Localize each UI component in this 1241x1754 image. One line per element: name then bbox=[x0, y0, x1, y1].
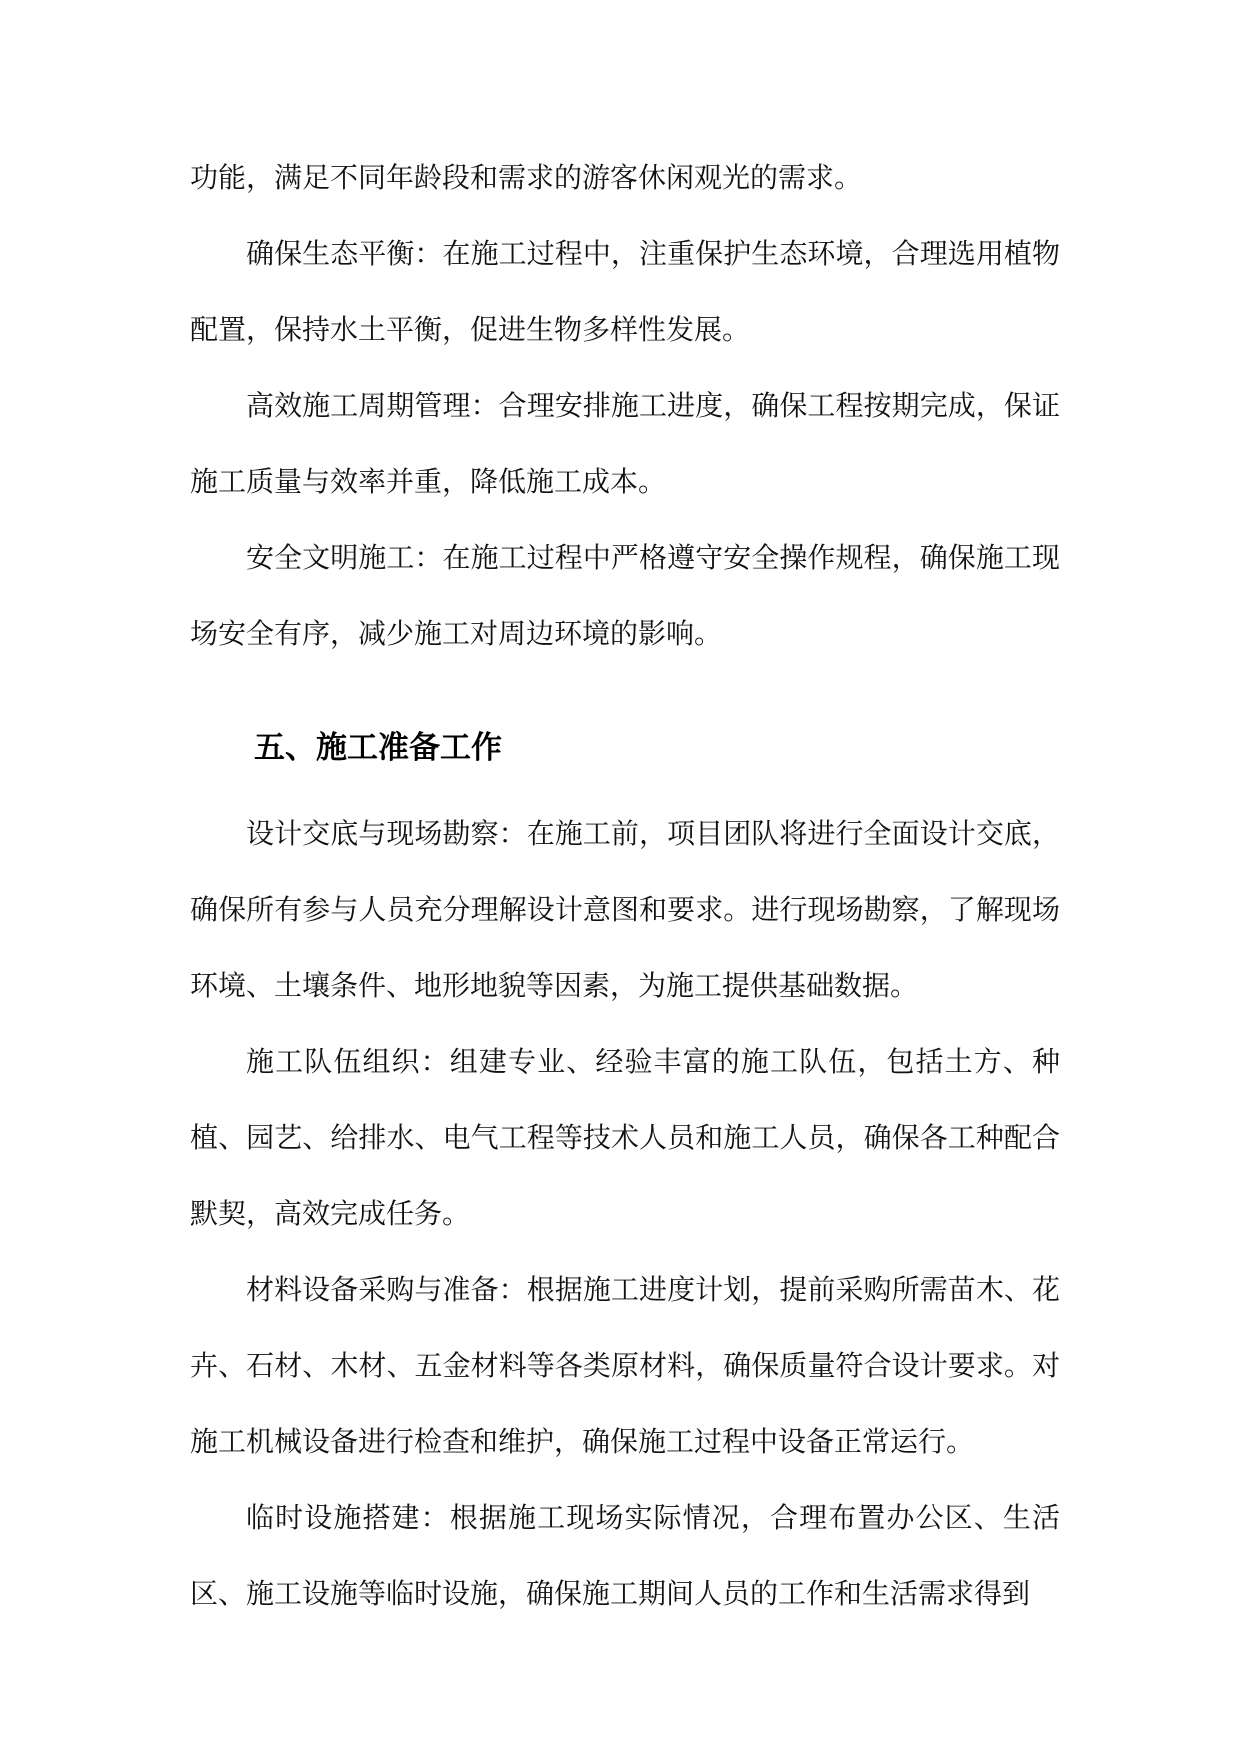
paragraph-schedule-management: 高效施工周期管理：合理安排施工进度，确保工程按期完成，保证施工质量与效率并重，降低施工成本。 bbox=[190, 389, 1060, 498]
paragraph-team-organization: 施工队伍组织：组建专业、经验丰富的施工队伍，包括土方、种植、园艺、给排水、电气工程等技术人员和施工人员，确保各工种配合默契，高效完成任务。 bbox=[190, 1045, 1060, 1230]
paragraph-material-procurement: 材料设备采购与准备：根据施工进度计划，提前采购所需苗木、花卉、石材、木材、五金材料等各类原材料，确保质量符合设计要求。对施工机械设备进行检查和维护，确保施工过程中设备正常运行。 bbox=[190, 1273, 1060, 1458]
paragraph-continuation: 功能，满足不同年龄段和需求的游客休闲观光的需求。 bbox=[190, 161, 863, 194]
section-heading: 五、施工准备工作 bbox=[254, 730, 502, 766]
paragraph-safe-construction: 安全文明施工：在施工过程中严格遵守安全操作规程，确保施工现场安全有序，减少施工对周边环境的影响。 bbox=[190, 541, 1060, 650]
document-body bbox=[190, 140, 1060, 1632]
paragraph-ecological-balance: 确保生态平衡：在施工过程中，注重保护生态环境，合理选用植物配置，保持水土平衡，促进生物多样性发展。 bbox=[190, 237, 1060, 346]
paragraph-design-briefing: 设计交底与现场勘察：在施工前，项目团队将进行全面设计交底，确保所有参与人员充分理解设计意图和要求。进行现场勘察，了解现场环境、土壤条件、地形地貌等因素，为施工提供基础数据。 bbox=[190, 817, 1060, 1002]
paragraph-temporary-facilities: 临时设施搭建：根据施工现场实际情况，合理布置办公区、生活区、施工设施等临时设施，确保施工期间人员的工作和生活需求得到 bbox=[190, 1501, 1060, 1610]
